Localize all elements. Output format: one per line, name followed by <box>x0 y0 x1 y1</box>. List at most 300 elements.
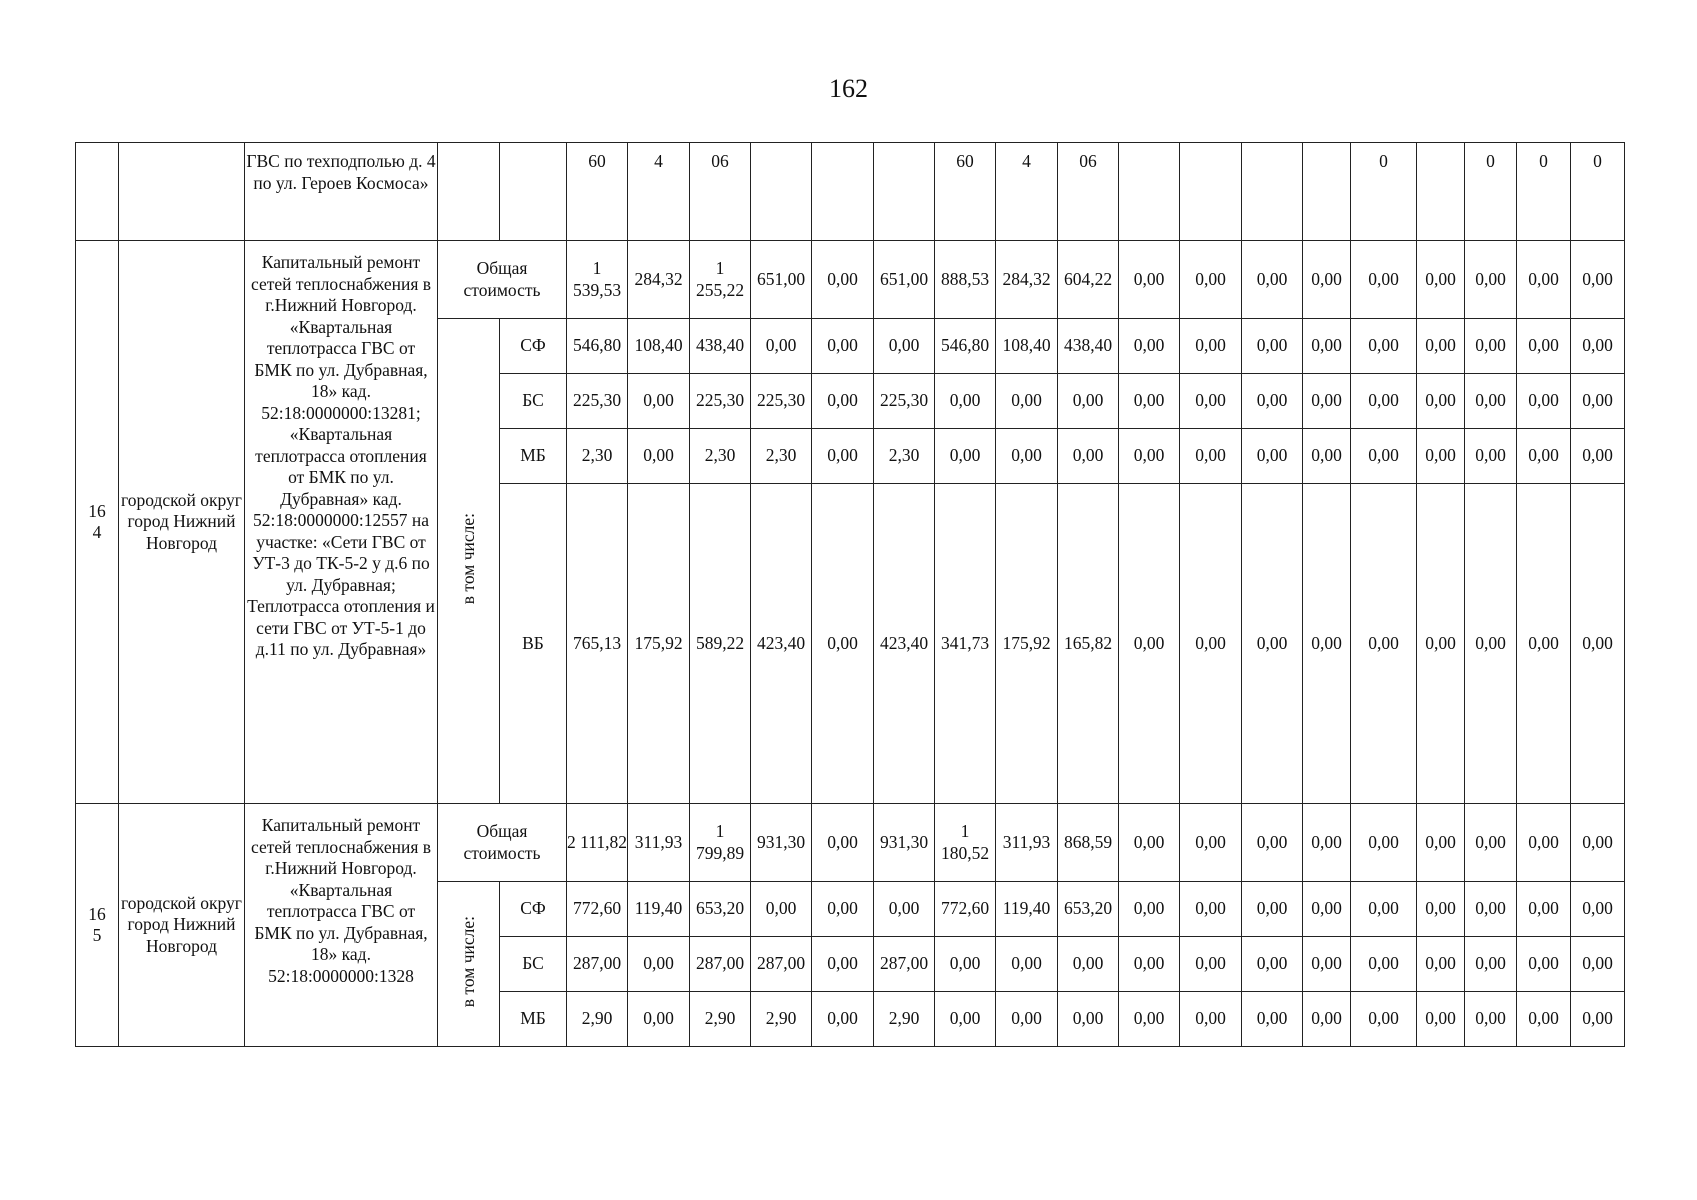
value-cell <box>1417 374 1465 429</box>
table-body <box>76 143 1625 1047</box>
value-cell <box>996 882 1058 937</box>
source-label-cell: СФ <box>500 882 567 937</box>
value-cell <box>1119 937 1180 992</box>
value-cell <box>1351 241 1417 319</box>
value-cell <box>1242 241 1303 319</box>
value-text: 0 <box>1379 151 1388 171</box>
value-text: 546,80 <box>940 335 990 356</box>
municipality-cell: городской округ город Нижний Новгород <box>119 241 245 804</box>
value-text: 0,00 <box>1072 1008 1104 1029</box>
value-text: 0,00 <box>1528 445 1559 466</box>
value-text: 284,32 <box>1002 268 1051 289</box>
value-cell <box>1465 143 1517 241</box>
value-cell <box>690 319 751 374</box>
value-cell <box>1303 241 1351 319</box>
value-cell <box>996 319 1058 374</box>
value-cell <box>1303 429 1351 484</box>
value-text: 0,00 <box>1582 632 1613 653</box>
description-cell: Капитальный ремонт сетей теплоснабжения в г.Нижний Новгород. «Квартальная теплотрасса ГВС от БМК по ул. Дубравная, 18» кад. 52:18:0000000:13281; «Квартальная теплотрасса отопления от БМК по ул. Дубравная» кад. 52:18:0000000:12557 на участке: «Сети ГВС от УТ-3 до ТК-5-2 у д.6 по ул. Дубравная; Теплотрасса отопления и сети ГВС от УТ-5-1 до д.11 по ул. Дубравная» <box>245 241 438 804</box>
value-text: 0,00 <box>888 335 920 356</box>
value-text: 2,30 <box>581 445 613 466</box>
value-cell <box>1058 429 1119 484</box>
total-label-cell: Общая стоимость <box>438 804 567 882</box>
value-cell <box>690 374 751 429</box>
value-text: 0,00 <box>1425 898 1456 919</box>
value-text: 2,90 <box>888 1008 920 1029</box>
value-cell <box>1571 804 1625 882</box>
value-cell <box>1571 992 1625 1047</box>
value-text: 0,00 <box>888 898 920 919</box>
value-cell <box>567 429 628 484</box>
including-label: в том числе: <box>457 512 478 604</box>
value-text: 0,00 <box>1072 953 1104 974</box>
value-text: 546,80 <box>572 335 622 356</box>
value-text: 225,30 <box>756 390 806 411</box>
value-text: 0,00 <box>1425 953 1456 974</box>
value-cell <box>751 374 812 429</box>
table-row-total <box>76 804 1625 882</box>
value-text: 0,00 <box>1368 898 1399 919</box>
value-text: 0,00 <box>1256 445 1288 466</box>
value-text: 0,00 <box>765 335 797 356</box>
value-cell <box>1119 882 1180 937</box>
including-label-cell <box>438 882 500 1047</box>
value-text: 0,00 <box>1425 1008 1456 1029</box>
value-cell <box>1517 484 1571 804</box>
value-text: 0,00 <box>1368 268 1399 289</box>
value-cell <box>690 429 751 484</box>
value-text: 0,00 <box>1582 335 1613 356</box>
value-cell <box>751 882 812 937</box>
value-text: 653,20 <box>1063 898 1113 919</box>
value-text: 108,40 <box>1002 335 1051 356</box>
value-cell <box>1180 319 1242 374</box>
value-cell <box>874 484 935 804</box>
value-cell <box>751 429 812 484</box>
value-cell <box>690 992 751 1047</box>
value-text: 423,40 <box>756 632 806 653</box>
value-cell <box>690 143 751 241</box>
value-cell <box>1465 804 1517 882</box>
value-text: 0,00 <box>827 445 858 466</box>
value-text: 0,00 <box>1425 831 1456 852</box>
value-cell <box>567 374 628 429</box>
value-text: 0,00 <box>1256 632 1288 653</box>
value-cell <box>628 374 690 429</box>
value-cell <box>1517 992 1571 1047</box>
value-cell <box>996 804 1058 882</box>
value-text: 108,40 <box>634 335 683 356</box>
description-cell: ГВС по техподполью д. 4 по ул. Героев Космоса» <box>245 143 438 241</box>
value-text: 0,00 <box>1311 390 1342 411</box>
value-text: 0,00 <box>1582 1008 1613 1029</box>
value-text: 2,30 <box>704 445 736 466</box>
value-cell <box>1058 992 1119 1047</box>
value-text: 287,00 <box>879 953 929 974</box>
value-cell <box>690 241 751 319</box>
value-cell <box>1351 882 1417 937</box>
value-text: 0,00 <box>1475 831 1506 852</box>
value-cell <box>1058 143 1119 241</box>
value-cell <box>1517 804 1571 882</box>
value-text: 0,00 <box>1311 953 1342 974</box>
value-cell <box>874 804 935 882</box>
value-text: 0,00 <box>1311 898 1342 919</box>
value-cell <box>751 992 812 1047</box>
value-cell <box>690 937 751 992</box>
value-text: 0,00 <box>1133 445 1165 466</box>
value-text: 0,00 <box>1368 445 1399 466</box>
value-cell <box>1417 804 1465 882</box>
value-cell <box>690 484 751 804</box>
value-text: 0,00 <box>1475 953 1506 974</box>
value-cell <box>1242 429 1303 484</box>
value-text: 765,13 <box>572 632 622 653</box>
value-cell <box>1465 937 1517 992</box>
value-cell <box>812 484 874 804</box>
value-cell <box>996 992 1058 1047</box>
value-text: 651,00 <box>756 268 806 289</box>
value-cell <box>996 484 1058 804</box>
value-cell <box>1351 992 1417 1047</box>
value-text: 868,59 <box>1063 831 1113 852</box>
value-text: 4 <box>654 151 663 171</box>
value-text: 0,00 <box>1072 445 1104 466</box>
value-cell <box>874 937 935 992</box>
value-text: 651,00 <box>879 268 929 289</box>
value-text: 604,22 <box>1063 268 1113 289</box>
table-row-total <box>76 241 1625 319</box>
value-cell <box>1351 937 1417 992</box>
value-text: 0,00 <box>827 268 858 289</box>
value-text: 0,00 <box>1528 1008 1559 1029</box>
value-text: 0,00 <box>1475 268 1506 289</box>
value-text: 0,00 <box>1011 1008 1042 1029</box>
value-cell <box>628 804 690 882</box>
value-text: 0,00 <box>1582 445 1613 466</box>
value-cell <box>1058 937 1119 992</box>
value-cell <box>1351 319 1417 374</box>
value-cell <box>1517 374 1571 429</box>
value-cell <box>996 143 1058 241</box>
value-cell <box>1242 882 1303 937</box>
value-cell <box>1180 937 1242 992</box>
value-cell <box>1180 882 1242 937</box>
value-text: 0,00 <box>1475 335 1506 356</box>
value-cell <box>1417 882 1465 937</box>
value-cell <box>1351 484 1417 804</box>
value-text: 2,90 <box>704 1008 736 1029</box>
value-text: 0,00 <box>1195 390 1226 411</box>
value-cell <box>628 241 690 319</box>
value-cell <box>1571 429 1625 484</box>
value-cell <box>567 992 628 1047</box>
value-cell <box>628 319 690 374</box>
value-text: 0,00 <box>827 953 858 974</box>
value-text: 0,00 <box>765 898 797 919</box>
value-text: 0,00 <box>827 1008 858 1029</box>
value-text: 0,00 <box>1311 445 1342 466</box>
value-cell <box>1417 241 1465 319</box>
value-cell <box>1417 992 1465 1047</box>
value-text: 0,00 <box>1133 268 1165 289</box>
value-cell <box>1119 143 1180 241</box>
value-cell <box>1180 804 1242 882</box>
value-cell <box>1180 374 1242 429</box>
value-cell <box>628 484 690 804</box>
value-cell <box>1242 804 1303 882</box>
value-text: 2,30 <box>888 445 920 466</box>
value-cell <box>1180 429 1242 484</box>
value-cell <box>1465 882 1517 937</box>
value-cell <box>1058 804 1119 882</box>
value-cell <box>935 992 996 1047</box>
municipality-cell: городской округ город Нижний Новгород <box>119 804 245 1047</box>
value-cell <box>812 319 874 374</box>
value-text: 0,00 <box>1582 390 1613 411</box>
value-cell <box>1517 882 1571 937</box>
value-text: 0,00 <box>1195 1008 1226 1029</box>
value-text: 0,00 <box>1195 831 1226 852</box>
value-text: 0,00 <box>1528 953 1559 974</box>
value-text: 60 <box>956 151 974 171</box>
value-text: 0,00 <box>827 335 858 356</box>
value-cell <box>1351 374 1417 429</box>
number-cell-empty <box>76 143 119 241</box>
value-cell <box>1303 937 1351 992</box>
value-text: 2,90 <box>765 1008 797 1029</box>
value-cell <box>1242 374 1303 429</box>
value-cell <box>874 882 935 937</box>
value-text: 0,00 <box>1133 1008 1165 1029</box>
value-text: 06 <box>711 151 729 171</box>
value-cell <box>1417 319 1465 374</box>
value-text: 0 <box>1486 151 1495 171</box>
value-text: 0,00 <box>1528 268 1559 289</box>
entry-number: 164 <box>88 500 106 542</box>
value-text: 0,00 <box>1195 632 1226 653</box>
source-group-cell-empty <box>438 143 500 241</box>
value-cell <box>1351 143 1417 241</box>
value-cell <box>812 937 874 992</box>
source-label-cell: БС <box>500 937 567 992</box>
value-text: 931,30 <box>879 831 929 852</box>
value-cell <box>812 992 874 1047</box>
value-cell <box>1571 143 1625 241</box>
value-cell <box>628 992 690 1047</box>
value-cell <box>1351 804 1417 882</box>
value-cell <box>1517 937 1571 992</box>
value-text: 0,00 <box>1475 445 1506 466</box>
value-cell <box>1351 429 1417 484</box>
source-label-cell: ВБ <box>500 484 567 804</box>
total-label-cell: Общая стоимость <box>438 241 567 319</box>
value-cell <box>1180 241 1242 319</box>
value-cell <box>874 429 935 484</box>
value-cell <box>1180 992 1242 1047</box>
value-cell <box>1119 804 1180 882</box>
value-text: 0,00 <box>1425 268 1456 289</box>
value-text: 0,00 <box>1582 268 1613 289</box>
value-cell <box>996 374 1058 429</box>
value-text: 0,00 <box>1368 1008 1399 1029</box>
value-text: 438,40 <box>1063 335 1113 356</box>
value-cell <box>1303 882 1351 937</box>
value-text: 175,92 <box>634 632 683 653</box>
value-cell <box>1417 937 1465 992</box>
value-text: 4 <box>1022 151 1031 171</box>
value-cell <box>1465 484 1517 804</box>
value-cell <box>935 319 996 374</box>
value-text: 225,30 <box>572 390 622 411</box>
value-cell <box>751 241 812 319</box>
value-cell <box>874 992 935 1047</box>
value-text: 0,00 <box>1475 898 1506 919</box>
value-text: 0,00 <box>1256 898 1288 919</box>
value-cell <box>1303 992 1351 1047</box>
value-text: 0,00 <box>1368 632 1399 653</box>
value-text: 0,00 <box>949 390 981 411</box>
value-cell <box>751 937 812 992</box>
value-cell <box>1058 484 1119 804</box>
value-cell <box>1058 241 1119 319</box>
value-cell <box>1517 429 1571 484</box>
value-text: 0,00 <box>1528 390 1559 411</box>
value-text: 0,00 <box>1311 632 1342 653</box>
value-text: 0,00 <box>1011 390 1042 411</box>
value-text: 0,00 <box>1133 831 1165 852</box>
value-cell <box>1303 143 1351 241</box>
value-cell <box>812 882 874 937</box>
value-text: 0,00 <box>1582 953 1613 974</box>
value-text: 0,00 <box>827 632 858 653</box>
value-text: 0,00 <box>1528 632 1559 653</box>
value-text: 0,00 <box>1368 335 1399 356</box>
value-text: 0,00 <box>1311 335 1342 356</box>
value-text: 0,00 <box>1133 390 1165 411</box>
value-cell <box>1303 374 1351 429</box>
value-text: 0,00 <box>1528 898 1559 919</box>
value-text: 0,00 <box>1425 390 1456 411</box>
value-cell <box>690 882 751 937</box>
value-text: 0,00 <box>1311 1008 1342 1029</box>
value-text: 0,00 <box>1011 953 1042 974</box>
value-cell <box>812 429 874 484</box>
value-cell <box>1465 429 1517 484</box>
value-text: 284,32 <box>634 268 683 289</box>
value-text: 772,60 <box>572 898 622 919</box>
value-cell <box>1058 374 1119 429</box>
value-text: 0,00 <box>1256 268 1288 289</box>
value-cell <box>1571 374 1625 429</box>
including-label-cell <box>438 319 500 804</box>
value-cell <box>1119 429 1180 484</box>
value-cell <box>874 241 935 319</box>
value-text: 0,00 <box>1528 831 1559 852</box>
value-text: 1 255,22 <box>695 258 745 300</box>
value-cell <box>1571 319 1625 374</box>
value-text: 438,40 <box>695 335 745 356</box>
value-cell <box>1119 319 1180 374</box>
value-cell <box>1058 882 1119 937</box>
value-text: 0,00 <box>1425 632 1456 653</box>
value-cell <box>1180 484 1242 804</box>
value-text: 0 <box>1539 151 1548 171</box>
value-cell <box>996 937 1058 992</box>
value-text: 0,00 <box>1195 898 1226 919</box>
value-text: 0,00 <box>827 390 858 411</box>
value-text: 60 <box>588 151 606 171</box>
source-label-cell-empty <box>500 143 567 241</box>
value-cell <box>567 241 628 319</box>
value-text: 1 539,53 <box>572 258 622 300</box>
value-text: 1 799,89 <box>695 821 745 863</box>
source-label-cell: МБ <box>500 429 567 484</box>
value-text: 225,30 <box>879 390 929 411</box>
value-cell <box>1119 484 1180 804</box>
value-cell <box>935 143 996 241</box>
source-label-cell: МБ <box>500 992 567 1047</box>
value-cell <box>1119 241 1180 319</box>
value-cell <box>567 882 628 937</box>
value-text: 0,00 <box>949 1008 981 1029</box>
value-cell <box>567 937 628 992</box>
value-text: 0,00 <box>1368 390 1399 411</box>
value-text: 0,00 <box>643 953 674 974</box>
value-cell <box>935 429 996 484</box>
value-cell <box>1465 241 1517 319</box>
value-cell <box>935 804 996 882</box>
value-text: 0,00 <box>1256 831 1288 852</box>
value-cell <box>935 882 996 937</box>
value-text: 0,00 <box>1582 898 1613 919</box>
value-text: 0,00 <box>1311 831 1342 852</box>
value-cell <box>1465 374 1517 429</box>
value-text: 287,00 <box>695 953 745 974</box>
value-text: 311,93 <box>634 831 683 852</box>
value-cell <box>1417 143 1465 241</box>
value-cell <box>628 143 690 241</box>
value-cell <box>1465 319 1517 374</box>
value-text: 2,90 <box>581 1008 613 1029</box>
value-text: 175,92 <box>1002 632 1051 653</box>
value-text: 589,22 <box>695 632 745 653</box>
value-text: 0,00 <box>1256 335 1288 356</box>
value-cell <box>935 484 996 804</box>
value-cell <box>935 937 996 992</box>
value-text: 653,20 <box>695 898 745 919</box>
value-cell <box>1571 241 1625 319</box>
value-text: 0,00 <box>1256 390 1288 411</box>
value-text: 0,00 <box>643 390 674 411</box>
value-text: 119,40 <box>634 898 683 919</box>
value-text: 1 180,52 <box>940 821 990 863</box>
entry-number-cell <box>76 241 119 804</box>
entry-number: 165 <box>88 903 106 945</box>
value-cell <box>1119 374 1180 429</box>
value-text: 0,00 <box>1256 1008 1288 1029</box>
value-cell <box>1517 241 1571 319</box>
value-text: 2 111,82 <box>567 831 627 852</box>
value-cell <box>874 319 935 374</box>
value-text: 0,00 <box>1195 445 1226 466</box>
source-label-cell: СФ <box>500 319 567 374</box>
value-cell <box>567 319 628 374</box>
value-text: 06 <box>1079 151 1097 171</box>
value-text: 0,00 <box>1195 335 1226 356</box>
value-text: 0,00 <box>1475 390 1506 411</box>
value-cell <box>690 804 751 882</box>
